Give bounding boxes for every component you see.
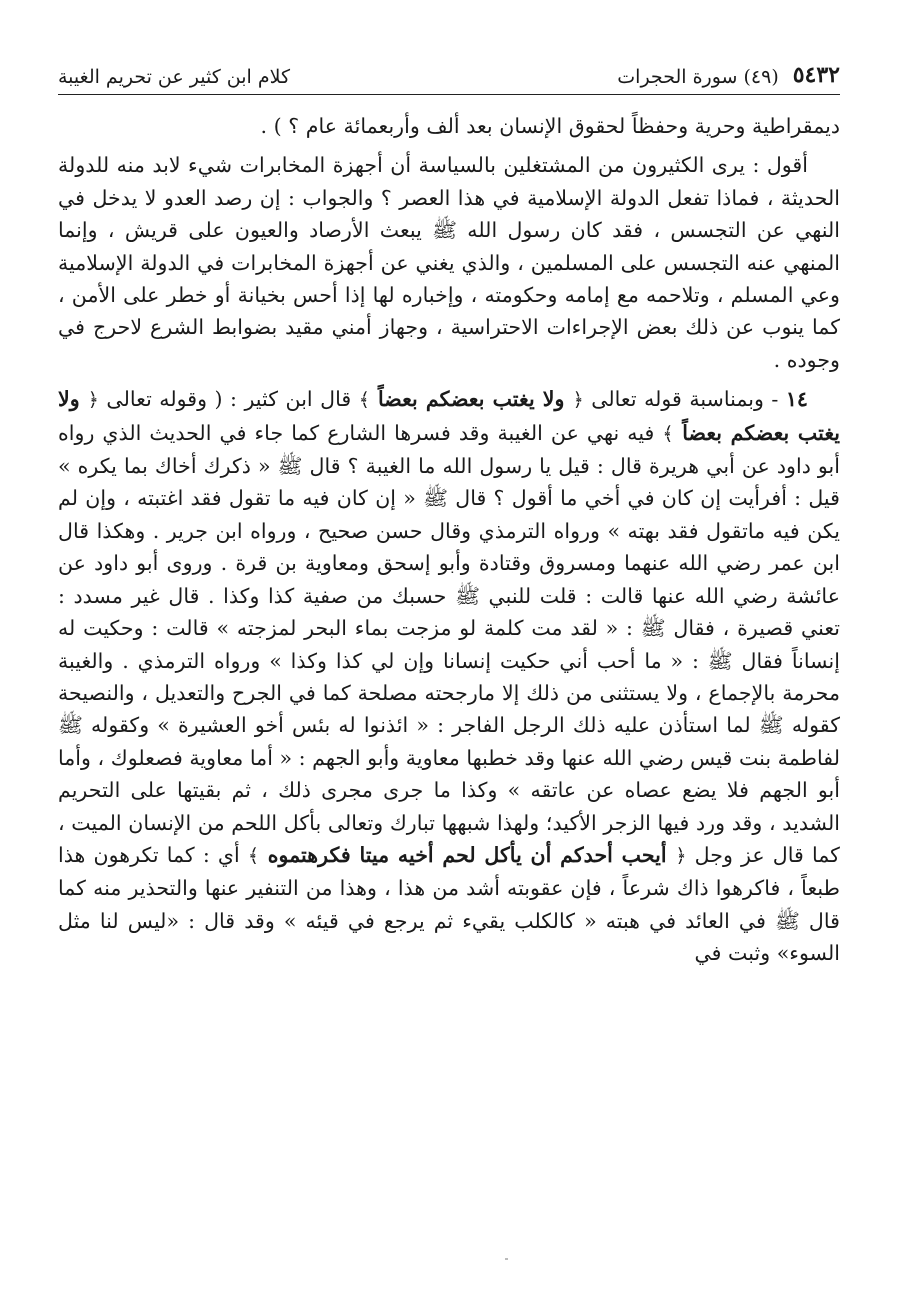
quran-bracket-open: ﴿ <box>675 844 687 867</box>
text-run: أي : كما تكرهون هذا طبعاً ، فاكرهوا ذاك شرعاً ، فإن عقوبته أشد من هذا ، وهذا من التنفير عنها والتحذير منه كما قال ﷺ في العائد في هبته « كالكلب يقيء ثم يرجع في قيئه » وقد قال : «ليس لنا مثل السوء» وثبت في <box>58 842 840 966</box>
surah-title: (٤٩) سورة الحجرات <box>617 66 779 88</box>
quran-bracket-close: ﴾ <box>358 389 370 412</box>
page-number: ٥٤٣٢ <box>792 62 840 88</box>
text-run: قال ابن كثير : ( وقوله تعالى <box>98 387 359 412</box>
quran-bracket-open: ﴿ <box>572 389 584 412</box>
header-rule <box>58 94 840 95</box>
running-title: كلام ابن كثير عن تحريم الغيبة <box>58 66 291 88</box>
quran-quote: ولا يغتب بعضكم بعضاً <box>58 387 841 445</box>
quran-quote: أيحب أحدكم أن يأكل لحم أخيه ميتا فكرهتموه <box>258 842 676 867</box>
paragraph-section-14 <box>58 383 840 969</box>
quran-bracket-close: ﴾ <box>247 844 259 867</box>
section-number: ١٤ <box>785 387 808 412</box>
page-speck <box>505 1258 508 1260</box>
paragraph-continuation: ديمقراطية وحرية وحفظاً لحقوق الإنسان بعد ألف وأربعمائة عام ؟ ) . <box>260 114 840 138</box>
page-body <box>58 110 840 977</box>
page-header <box>58 56 840 88</box>
header-right <box>617 62 840 88</box>
quran-quote: ولا يغتب بعضكم بعضاً <box>369 387 573 412</box>
paragraph-author-comment: أقول : يرى الكثيرون من المشتغلين بالسياسة أن أجهزة المخابرات شيء لابد منه للدولة الحديثة ، فماذا تفعل الدولة الإسلامية في هذا العصر ؟ والجواب : إن رصد العدو لا يدخل في النهي عن التجسس ، فقد كان رسول الله ﷺ يبعث الأرصاد والعيون على قريش ، وإنما المنهي عنه التجسس على المسلمين ، والذي يغني عن أجهزة المخابرات في الدولة الإسلامية وعي المسلم ، وتلاحمه مع إمامه وحكومته ، وإخباره لها إذا أحس بخيانة أو خطر على الأمن ، كما ينوب عن ذلك بعض الإجراءات الاحتراسية ، وجهاز أمني مقيد بضوابط الشرع لاحرج في وجوده . <box>58 153 840 372</box>
quran-bracket-close: ﴾ <box>662 422 674 445</box>
quran-bracket-open: ﴿ <box>87 389 99 412</box>
text-run: فيه نهي عن الغيبة وقد فسرها الشارع كما جاء في الحديث الذي رواه أبو داود عن أبي هريرة قال : قيل يا رسول الله ما الغيبة ؟ قال ﷺ « ذكرك أخاك بما يكره » قيل : أفرأيت إن كان في أخي ما أقول ؟ قال ﷺ « إن كان فيه ما تقول فقد اغتبته ، وإن لم يكن فيه ماتقول فقد بهته » ورواه الترمذي وقال حسن صحيح ، ورواه ابن جرير . وهكذا قال ابن عمر رضي الله عنهما ومسروق وقتادة وأبو إسحق ومعاوية بن قرة . وروى أبو داود عن عائشة رضي الله عنها قالت : قلت للنبي ﷺ حسبك من صفية كذا وكذا . قال غير مسدد : تعني قصيرة ، فقال ﷺ : « لقد مت كلمة لو مزجت بماء البحر لمزجته » قالت : وحكيت له إنساناً فقال ﷺ : « ما أحب أني حكيت إنسانا وإن لي كذا وكذا » ورواه الترمذي . والغيبة محرمة بالإجماع ، ولا يستثنى من ذلك إلا مارجحته مصلحة كما في الجرح والتعديل ، والنصيحة كقوله ﷺ لما استأذن عليه ذلك الرجل الفاجر : « ائذنوا له بئس أخو العشيرة » وكقوله ﷺ لفاطمة بنت قيس رضي الله عنها وقد خطبها معاوية وأبو الجهم : « أما معاوية فصعلوك ، وأما أبو الجهم فلا يضع عصاه عن عاتقه » وكذا ما جرى مجرى ذلك ، ثم بقيتها على التحريم الشديد ، وقد ورد فيها الزجر الأكيد؛ ولهذا شبهها تبارك وتعالى بأكل اللحم من الإنسان الميت ، كما قال عز وجل <box>58 420 840 867</box>
text-run: - وبمناسبة قوله تعالى <box>583 387 786 412</box>
